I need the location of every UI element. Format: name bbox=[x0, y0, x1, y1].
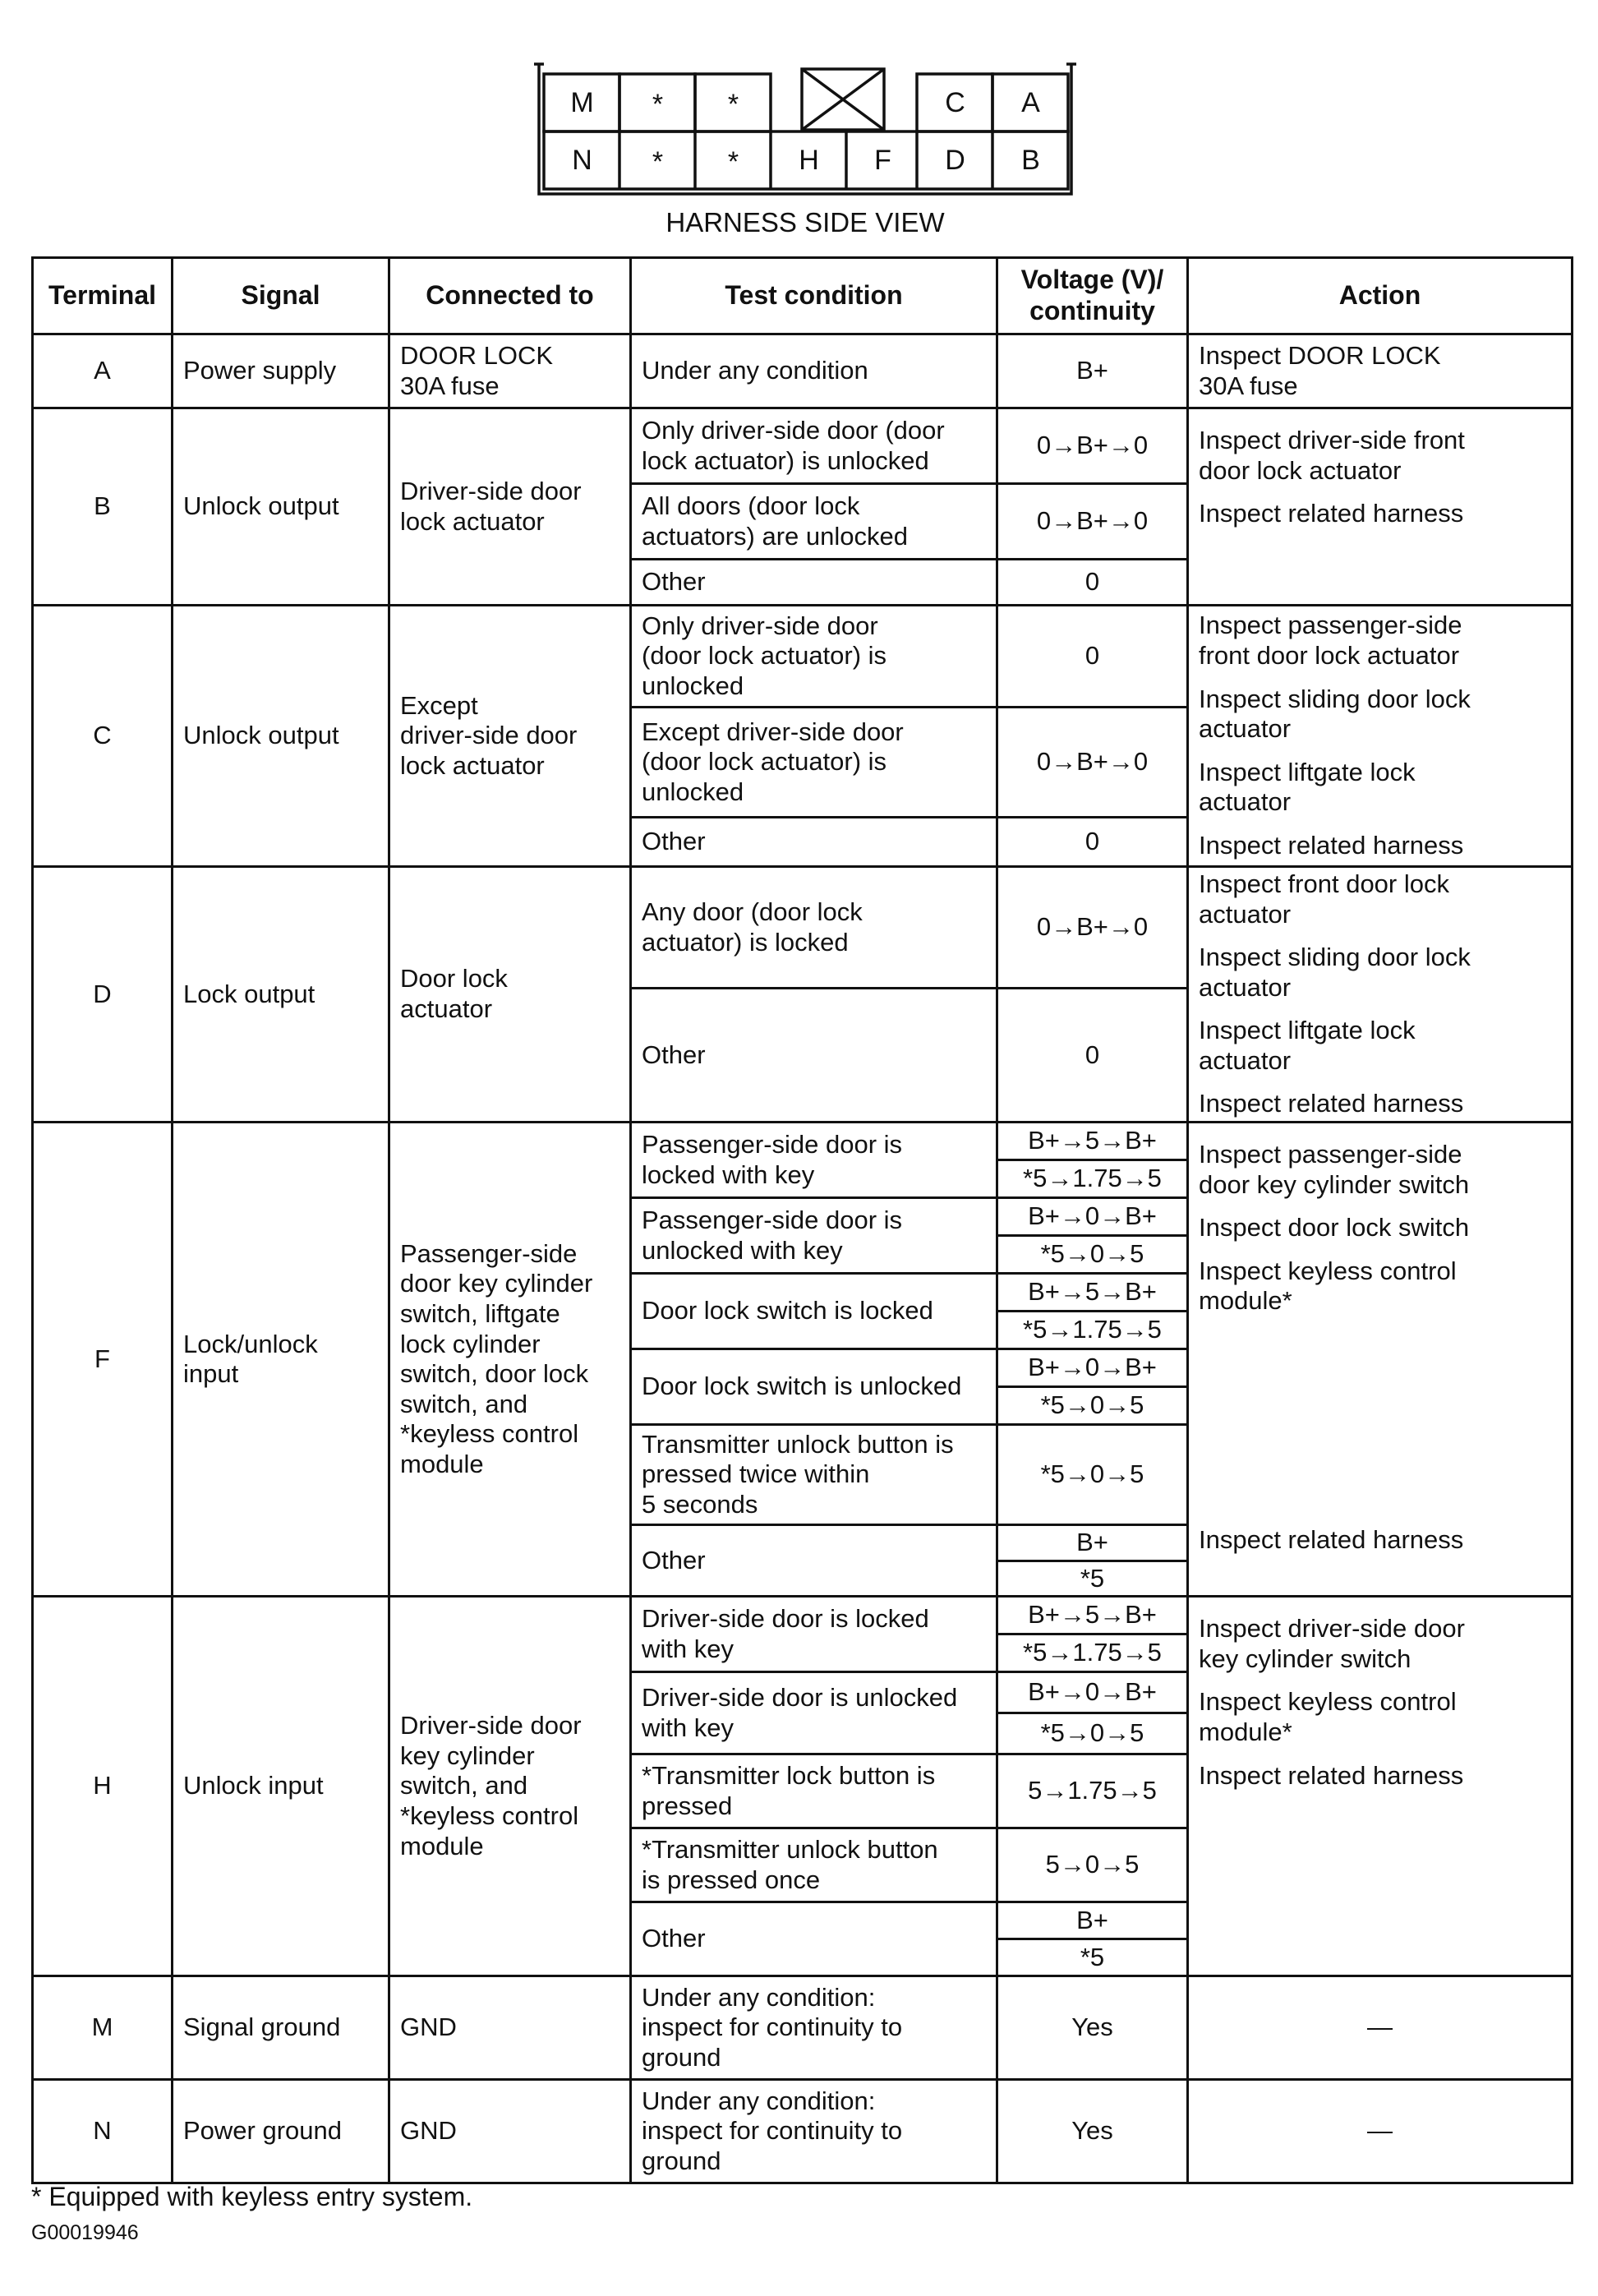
pin-B: B bbox=[1021, 144, 1040, 176]
voltage-cell: 5→0→5 bbox=[997, 1828, 1188, 1902]
action-item: Inspect door lock switch bbox=[1199, 1213, 1470, 1243]
connected-cell: GND bbox=[389, 1976, 631, 2080]
voltage-cell: 0→B+→0 bbox=[997, 708, 1188, 818]
condition-cell: Driver-side door is locked with key bbox=[631, 1597, 997, 1672]
table-header-row bbox=[33, 258, 1573, 334]
action-cell: Inspect DOOR LOCK 30A fuse bbox=[1188, 334, 1573, 408]
action-item: Inspect related harness bbox=[1199, 1089, 1464, 1118]
table-row bbox=[33, 606, 1573, 708]
pin-A: A bbox=[1021, 86, 1040, 118]
table-row bbox=[33, 1123, 1573, 1160]
pin-N: N bbox=[572, 144, 592, 176]
voltage-cell: B+ bbox=[997, 1902, 1188, 1939]
voltage-cell: *5→1.75→5 bbox=[997, 1312, 1188, 1349]
voltage-cell: *5→1.75→5 bbox=[997, 1160, 1188, 1198]
action-cell bbox=[1188, 408, 1573, 606]
header-voltage: Voltage (V)/ continuity bbox=[997, 258, 1188, 334]
header-connected-to: Connected to bbox=[389, 258, 631, 334]
connected-cell: Passenger-side door key cylinder switch, liftgate lock cylinder switch, door lock switch, and *keyless control module bbox=[389, 1123, 631, 1597]
condition-cell: Only driver-side door (door lock actuator) is unlocked bbox=[631, 408, 997, 484]
pin-D: D bbox=[945, 144, 965, 176]
condition-cell: Passenger-side door is unlocked with key bbox=[631, 1198, 997, 1274]
action-item: Inspect passenger-side door key cylinder switch bbox=[1199, 1140, 1470, 1199]
condition-cell: Door lock switch is locked bbox=[631, 1274, 997, 1349]
terminal-cell: M bbox=[33, 1976, 173, 2080]
table-row bbox=[33, 1976, 1573, 2080]
voltage-cell: B+ bbox=[997, 1525, 1188, 1561]
footnote: * Equipped with keyless entry system. bbox=[31, 2182, 473, 2211]
condition-cell: Door lock switch is unlocked bbox=[631, 1349, 997, 1425]
pin-M: M bbox=[570, 86, 594, 118]
condition-cell: Other bbox=[631, 989, 997, 1123]
voltage-cell: 0 bbox=[997, 606, 1188, 708]
pin-unused: * bbox=[727, 145, 739, 178]
action-cell bbox=[1188, 606, 1573, 867]
condition-cell: Under any condition: inspect for continuity to ground bbox=[631, 2080, 997, 2183]
condition-cell: Other bbox=[631, 1525, 997, 1597]
action-cell: — bbox=[1188, 2080, 1573, 2183]
pin-C: C bbox=[945, 86, 965, 118]
voltage-cell: B+ bbox=[997, 334, 1188, 408]
action-item: Inspect sliding door lock actuator bbox=[1199, 943, 1471, 1002]
table-row bbox=[33, 334, 1573, 408]
table-row bbox=[33, 408, 1573, 484]
table-row bbox=[33, 1597, 1573, 1634]
condition-cell: Passenger-side door is locked with key bbox=[631, 1123, 997, 1198]
condition-cell: Any door (door lock actuator) is locked bbox=[631, 867, 997, 989]
voltage-cell: *5→1.75→5 bbox=[997, 1634, 1188, 1672]
spacer bbox=[1199, 1330, 1561, 1525]
connected-cell: DOOR LOCK 30A fuse bbox=[389, 334, 631, 408]
connected-cell: Driver-side door lock actuator bbox=[389, 408, 631, 606]
voltage-cell: *5→0→5 bbox=[997, 1387, 1188, 1425]
voltage-cell: B+→5→B+ bbox=[997, 1123, 1188, 1160]
voltage-cell: Yes bbox=[997, 2080, 1188, 2183]
condition-cell: *Transmitter lock button is pressed bbox=[631, 1754, 997, 1828]
voltage-cell: 0→B+→0 bbox=[997, 484, 1188, 560]
signal-cell: Lock output bbox=[173, 867, 389, 1123]
terminal-cell: A bbox=[33, 334, 173, 408]
terminal-cell: D bbox=[33, 867, 173, 1123]
condition-cell: Under any condition: inspect for continuity to ground bbox=[631, 1976, 997, 2080]
action-item: Inspect related harness bbox=[1199, 499, 1464, 528]
condition-cell: Driver-side door is unlocked with key bbox=[631, 1672, 997, 1754]
action-item: Inspect driver-side door key cylinder switch bbox=[1199, 1614, 1465, 1673]
voltage-cell: *5→0→5 bbox=[997, 1236, 1188, 1274]
condition-cell: Other bbox=[631, 1902, 997, 1976]
voltage-cell: 0→B+→0 bbox=[997, 408, 1188, 484]
action-item: Inspect sliding door lock actuator bbox=[1199, 684, 1471, 744]
connected-cell: GND bbox=[389, 2080, 631, 2183]
action-item: Inspect front door lock actuator bbox=[1199, 869, 1449, 929]
harness-connector-diagram bbox=[534, 61, 1076, 202]
connector-caption: HARNESS SIDE VIEW bbox=[665, 207, 945, 237]
voltage-cell: 0→B+→0 bbox=[997, 867, 1188, 989]
voltage-cell: 0 bbox=[997, 560, 1188, 606]
figure-id: G00019946 bbox=[31, 2221, 139, 2244]
action-item: Inspect keyless control module* bbox=[1199, 1256, 1457, 1316]
voltage-cell: B+→0→B+ bbox=[997, 1198, 1188, 1236]
action-item: Inspect driver-side front door lock actuator bbox=[1199, 426, 1465, 485]
header-action: Action bbox=[1188, 258, 1573, 334]
signal-cell: Unlock input bbox=[173, 1597, 389, 1976]
voltage-cell: B+→0→B+ bbox=[997, 1349, 1188, 1387]
terminal-spec-table bbox=[31, 256, 1573, 2184]
action-item: Inspect related harness bbox=[1199, 830, 1464, 860]
voltage-cell: *5→0→5 bbox=[997, 1425, 1188, 1525]
signal-cell: Power supply bbox=[173, 334, 389, 408]
action-item: Inspect liftgate lock actuator bbox=[1199, 1016, 1416, 1075]
condition-cell: Only driver-side door (door lock actuator) is unlocked bbox=[631, 606, 997, 708]
action-item: Inspect passenger-side front door lock actuator bbox=[1199, 611, 1462, 671]
terminal-cell: C bbox=[33, 606, 173, 867]
pin-unused: * bbox=[727, 88, 739, 120]
signal-cell: Lock/unlock input bbox=[173, 1123, 389, 1597]
voltage-cell: 0 bbox=[997, 818, 1188, 867]
action-cell bbox=[1188, 867, 1573, 1123]
condition-cell: Other bbox=[631, 560, 997, 606]
signal-cell: Unlock output bbox=[173, 606, 389, 867]
action-item: Inspect liftgate lock actuator bbox=[1199, 757, 1416, 817]
action-item: Inspect related harness bbox=[1199, 1760, 1464, 1790]
connected-cell: Driver-side door key cylinder switch, and *keyless control module bbox=[389, 1597, 631, 1976]
voltage-cell: B+→5→B+ bbox=[997, 1274, 1188, 1312]
voltage-cell: B+→5→B+ bbox=[997, 1597, 1188, 1634]
voltage-cell: *5 bbox=[997, 1939, 1188, 1976]
condition-cell: Other bbox=[631, 818, 997, 867]
voltage-cell: 5→1.75→5 bbox=[997, 1754, 1188, 1828]
pin-F: F bbox=[874, 144, 891, 176]
table-row bbox=[33, 2080, 1573, 2183]
action-cell bbox=[1188, 1123, 1573, 1597]
voltage-cell: *5 bbox=[997, 1561, 1188, 1597]
condition-cell: *Transmitter unlock button is pressed once bbox=[631, 1828, 997, 1902]
connected-cell: Door lock actuator bbox=[389, 867, 631, 1123]
action-item: Inspect related harness bbox=[1199, 1524, 1464, 1554]
signal-cell: Signal ground bbox=[173, 1976, 389, 2080]
connected-cell: Except driver-side door lock actuator bbox=[389, 606, 631, 867]
table-row bbox=[33, 867, 1573, 989]
voltage-cell: Yes bbox=[997, 1976, 1188, 2080]
terminal-cell: N bbox=[33, 2080, 173, 2183]
condition-cell: All doors (door lock actuators) are unlocked bbox=[631, 484, 997, 560]
terminal-cell: B bbox=[33, 408, 173, 606]
signal-cell: Unlock output bbox=[173, 408, 389, 606]
pin-unused: * bbox=[652, 88, 664, 120]
voltage-cell: B+→0→B+ bbox=[997, 1672, 1188, 1713]
pin-H: H bbox=[799, 144, 819, 176]
action-item: Inspect keyless control module* bbox=[1199, 1687, 1457, 1746]
condition-cell: Under any condition bbox=[631, 334, 997, 408]
terminal-cell: F bbox=[33, 1123, 173, 1597]
condition-cell: Transmitter unlock button is pressed twice within 5 seconds bbox=[631, 1425, 997, 1525]
header-signal: Signal bbox=[173, 258, 389, 334]
terminal-cell: H bbox=[33, 1597, 173, 1976]
header-test-condition: Test condition bbox=[631, 258, 997, 334]
signal-cell: Power ground bbox=[173, 2080, 389, 2183]
voltage-cell: *5→0→5 bbox=[997, 1713, 1188, 1754]
action-cell bbox=[1188, 1597, 1573, 1976]
header-terminal: Terminal bbox=[33, 258, 173, 334]
action-cell: — bbox=[1188, 1976, 1573, 2080]
voltage-cell: 0 bbox=[997, 989, 1188, 1123]
pin-unused: * bbox=[652, 145, 664, 178]
condition-cell: Except driver-side door (door lock actuator) is unlocked bbox=[631, 708, 997, 818]
